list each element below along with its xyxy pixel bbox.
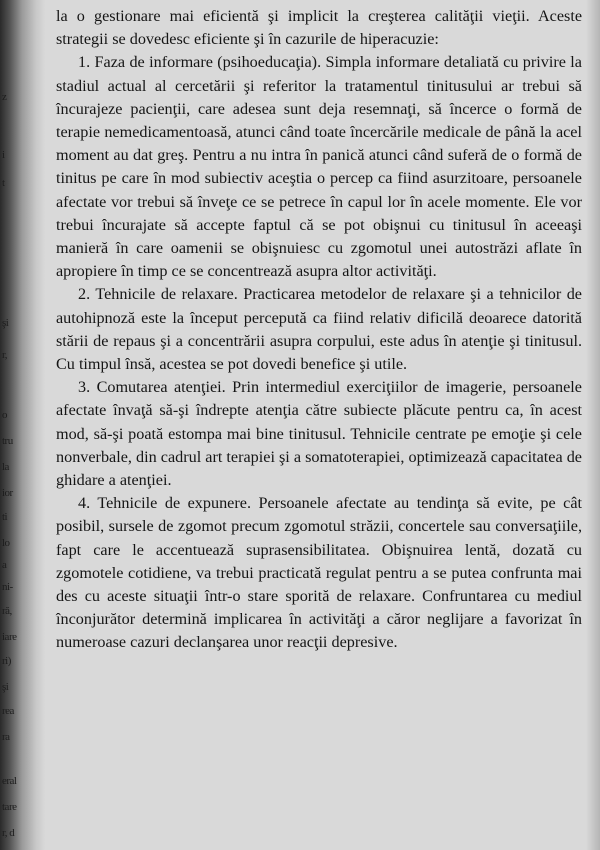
- margin-fragment: ra: [2, 731, 10, 743]
- book-page-text: [56, 0, 582, 655]
- margin-fragment: eral: [2, 775, 17, 787]
- margin-fragment: z: [2, 91, 7, 103]
- margin-fragment: şi: [2, 317, 9, 329]
- facing-page-fragments: [0, 0, 44, 850]
- margin-fragment: r, d: [2, 827, 15, 839]
- margin-fragment: lo: [2, 537, 10, 549]
- item-relaxation-techniques: 2. Tehnicile de relaxare. Practicarea metodelor de relaxare şi a tehnicilor de autohipnoză este la început percepută ca fiind relativ dificilă deoarece datorită stării de repaus şi a concentrării asupra corpului, este adus în atenţie şi tinitusul. Cu timpul însă, acestea se pot dovedi benefice şi utile.: [56, 285, 582, 374]
- item-information-phase: 1. Faza de informare (psihoeducaţia). Simpla informare detaliată cu privire la stadiul actual al cercetării şi referitor la tratamentul tinitusului ar trebui să încurajeze pacienţii, care adesea sunt deja resemnaţi, să încerce o formă de terapie nemedicamentoasă, atunci când toate încercările medicale de până la acel moment au dat greş. Pentru a nu intra în panică atunci când suferă de o formă de tinitus pe care în mod subiectiv aceştia o percep ca fiind asurzitoare, persoanele afectate vor trebui să înveţe ce se petrece în capul lor în acele momente. Ele vor trebui încurajate să accepte faptul că se pot obişnui cu tinitusul în aceeaşi manieră în care oamenii se obişnuiesc cu zgomotul unei autostrăzi aflate în apropiere în timp ce se concentrează asupra altor activităţi.: [56, 53, 582, 281]
- margin-fragment: i: [2, 149, 5, 161]
- margin-fragment: tare: [2, 801, 17, 813]
- margin-fragment: tru: [2, 435, 13, 447]
- margin-fragment: ni-: [2, 581, 13, 593]
- margin-fragment: o: [2, 409, 7, 421]
- margin-fragment: la: [2, 461, 9, 473]
- margin-fragment: ri): [2, 655, 11, 667]
- margin-fragment: t: [2, 177, 5, 189]
- margin-fragment: r,: [2, 349, 7, 361]
- margin-fragment: şi: [2, 681, 9, 693]
- item-attention-switching: 3. Comutarea atenţiei. Prin intermediul exerciţiilor de imagerie, persoanele afectate învaţă să-şi îndrepte atenţia către subiecte plăcute pentru ca, în acest mod, să-şi poată estompa mai bine tinitusul. Tehnicile centrate pe emoţie şi cele nonverbale, din cadrul art terapiei şi a somatoterapiei, optimizează capacitatea de ghidare a atenţiei.: [56, 378, 582, 490]
- margin-fragment: ră,: [2, 605, 12, 617]
- item-exposure-techniques: 4. Tehnicile de expunere. Persoanele afectate au tendinţa să evite, pe cât posibil, sursele de zgomot precum zgomotul străzii, concertele sau conversaţiile, fapt care le accentuează suprasensibilitatea. Obişnuirea lentă, dozată cu zgomotele cotidiene, va trebui practicată regulat pentru a se putea confrunta mai des cu aceste situaţii într-o stare sporită de relaxare. Confruntarea cu mediul înconjurător determină implicarea în activităţi a căror neglijare a favorizat în numeroase cazuri declanşarea unor reacţii depresive.: [56, 494, 582, 652]
- intro-paragraph: la o gestionare mai eficientă şi implicit la creşterea calităţii vieţii. Aceste strategii se dovedesc eficiente şi în cazurile de hiperacuzie:: [56, 7, 582, 49]
- margin-fragment: ior: [2, 487, 13, 499]
- margin-fragment: ti: [2, 511, 8, 523]
- page-edge-shadow: [586, 0, 600, 850]
- margin-fragment: a: [2, 559, 7, 571]
- margin-fragment: iare: [2, 631, 17, 643]
- margin-fragment: rea: [2, 705, 14, 717]
